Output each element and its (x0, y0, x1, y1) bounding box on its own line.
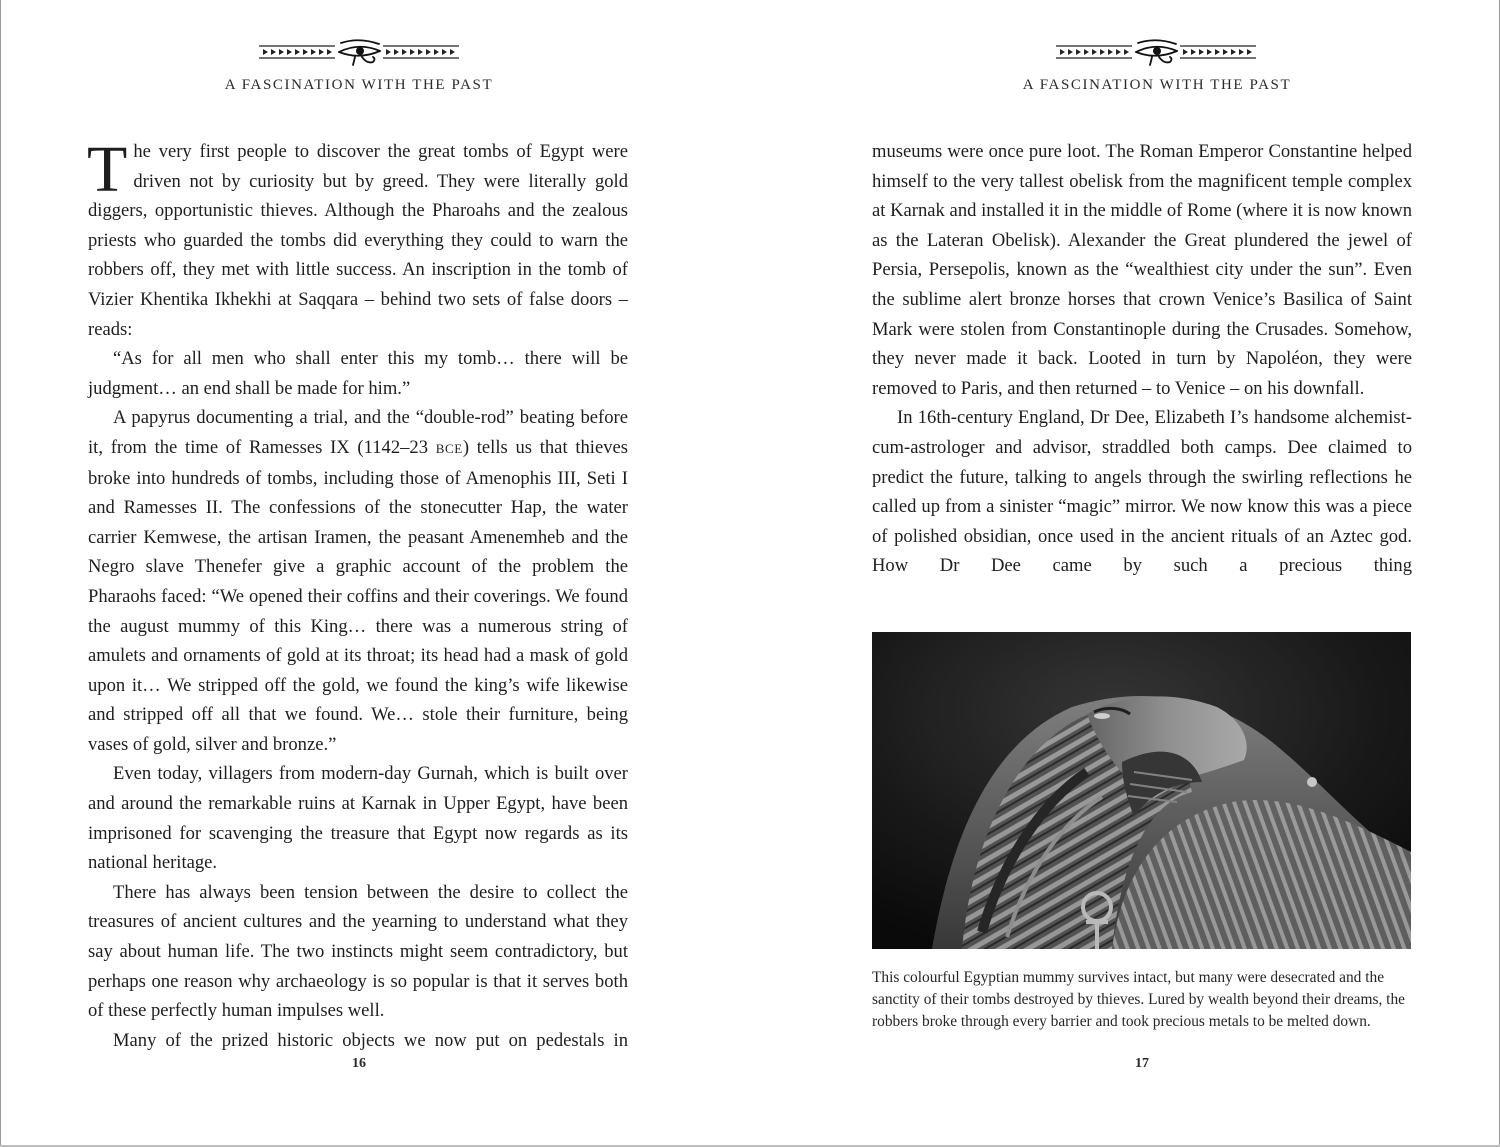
left-body-text (87, 133, 628, 1055)
eye-of-horus-icon (259, 38, 459, 68)
paragraph: “As for all men who shall enter this my tomb… there will be judgment… an end shall be made for him.” (88, 348, 628, 399)
eye-of-horus-icon (1056, 38, 1256, 68)
running-head: A FASCINATION WITH THE PAST (224, 77, 494, 93)
paragraph: Many of the prized historic objects we now put on pedestals in (113, 1029, 628, 1051)
photo-caption: This colourful Egyptian mummy survives intact, but many were desecrated and the sanctity of their tombs destroyed by thieves. Lured by wealth beyond their dreams, the robbers broke through every barrier and took precious metals to be melted down. (872, 969, 1405, 1030)
drop-cap: T (87, 133, 128, 206)
paragraph (87, 133, 628, 344)
paragraph: museums were once pure loot. The Roman Emperor Constantine helped himself to the very tallest obelisk from the magnificent temple complex at Karnak and installed it in the middle of Rome (where it is now known as the Lateran Obelisk). Alexander the Great plundered the jewel of Persia, Persepolis, known as the “wealthiest city under the sun”. Even the sublime alert bronze horses that crown Venice’s Basilica of Saint Mark were stolen from Constantinople during the Crusades. Somehow, they never made it back. Looted in turn by Napoléon, they were removed to Paris, and then returned – to Venice – on his downfall. (872, 141, 1412, 399)
paragraph: Even today, villagers from modern-day Gurnah, which is built over and around the remarkable ruins at Karnak in Upper Egypt, have been imprisoned for scavenging the treasure that Egypt now regards as its national heritage. (88, 763, 628, 874)
page-number: 17 (1135, 1056, 1149, 1071)
paragraph (88, 403, 628, 759)
page-number: 16 (352, 1056, 366, 1071)
mummy-photograph (872, 632, 1411, 949)
running-head: A FASCINATION WITH THE PAST (1022, 77, 1292, 93)
mummy-coffin-image (872, 632, 1411, 949)
paragraph-text: he very first people to discover the great tombs of Egypt were driven not by curiosity but by greed. They were literally gold diggers, opportunistic thieves. Although the Pharoahs and the zealous priests who guarded the tombs did everything they could to warn the robbers off, they met with little success. An inscription in the tomb of Vizier Khentika Ikhekhi at Saqqara – behind two sets of false doors – reads: (88, 141, 628, 340)
paragraph: There has always been tension between the desire to collect the treasures of ancient cultures and the yearning to understand what they say about human life. The two instincts might seem contradictory, but perhaps one reason why archaeology is so popular is that it serves both of these perfectly human impulses well. (88, 881, 628, 1022)
right-page (750, 0, 1500, 1147)
era-abbreviation: BCE (435, 440, 463, 456)
paragraph-text: ) tells us that thieves broke into hundreds of tombs, including those of Amenophis III, Seti I and Ramesses II. The confessions of the stonecutter Hap, the water carrier Kemwese, the artisan Iramen, the peasant Amenemheb and the Negro slave Thenefer give a graphic account of the problem the Pharaohs faced: “We opened their coffins and their coverings. We found the august mummy of this King… there was a numerous string of amulets and ornaments of gold at its throat; its head had a mask of gold upon it… We stripped off the gold, we found the king’s wife likewise and stripped off all that we found. We… stole their furniture, being vases of gold, silver and bronze.” (88, 436, 628, 755)
right-body-text (872, 137, 1412, 581)
paragraph: In 16th-century England, Dr Dee, Elizabeth I’s handsome alchemist-cum-astrologer and advisor, straddled both camps. Dee claimed to predict the future, talking to angels through the swirling reflections he called up from a sinister “magic” mirror. We now know this was a piece of polished obsidian, once used in the ancient rituals of an Aztec god. How Dr Dee came by such a precious thing (872, 407, 1412, 577)
paragraph-text: A papyrus documenting a trial, and the “double-rod” beating before it, from the time of Ramesses IX (1142–23 (88, 407, 628, 458)
